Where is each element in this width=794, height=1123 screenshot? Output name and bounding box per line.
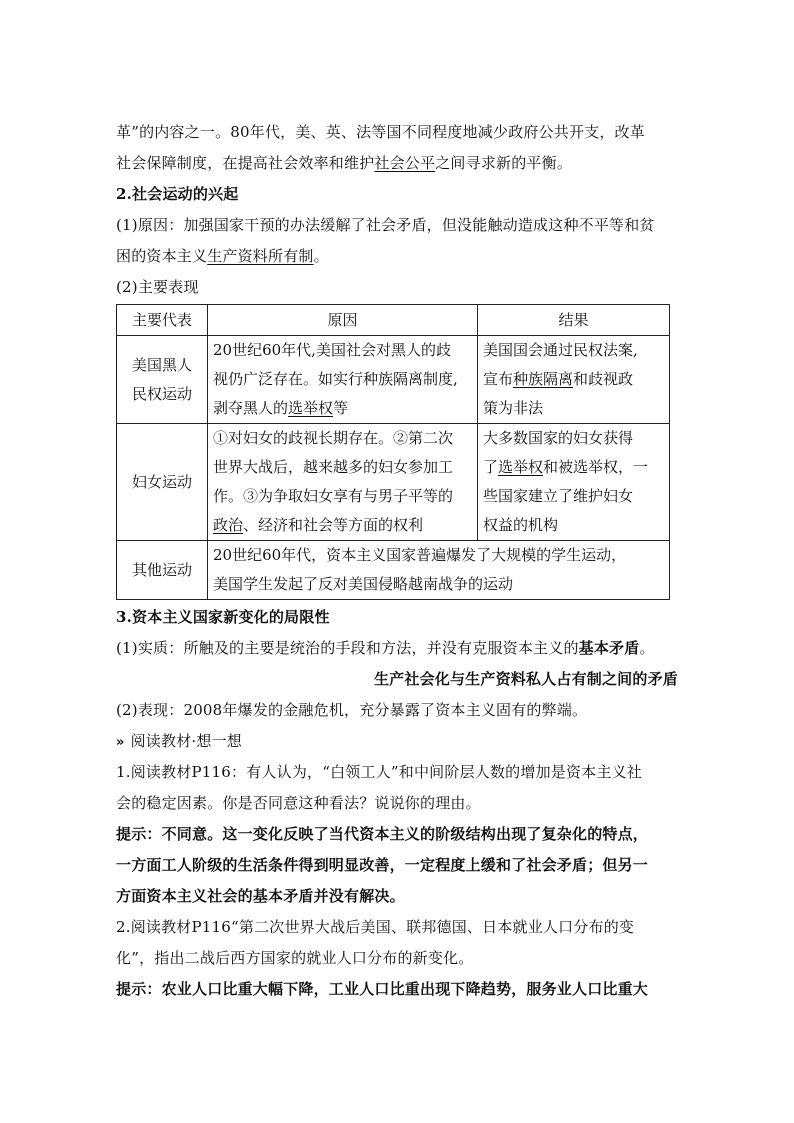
answer-line: 生产社会化与生产资料私人占有制之间的矛盾 [373, 670, 678, 688]
underlined-answer: 选举权 [288, 399, 334, 417]
cell-text: 了 [483, 458, 499, 476]
underlined-answer: 政治 [213, 516, 244, 534]
cell-text: 美国国会通过民权法案, [483, 341, 638, 359]
manifestation-line: (2)表现：2008年爆发的金融危机，充分暴露了资本主义固有的弊端。 [116, 701, 588, 719]
cell-text: 美国黑人 [131, 355, 192, 374]
hint-1-line-1: 提示：不同意。这一变化反映了当代资本主义的阶级结构出现了复杂化的特点， [116, 825, 649, 843]
row-representative: 其他运动 [117, 541, 208, 600]
reason-text: 。 [313, 247, 329, 265]
underlined-answer: 选举权 [498, 458, 544, 476]
row-merged-content [208, 541, 670, 600]
underlined-answer: 种族隔离 [513, 370, 574, 388]
header-representative: 主要代表 [117, 305, 208, 336]
table-row [117, 336, 670, 424]
question-1-line-2: 会的稳定因素。你是否同意这种看法？说说你的理由。 [116, 794, 481, 812]
cell-text: 、经济和社会等方面的权利 [243, 516, 424, 534]
reason-text: 困的资本主义 [116, 247, 208, 265]
cell-text [483, 365, 664, 394]
header-result: 结果 [478, 305, 670, 336]
question-2-line-1: 2.阅读教材P116“第二次世界大战后美国、联邦德国、日本就业人口分布的变 [116, 918, 635, 936]
section-2-title: 2.社会运动的兴起 [116, 185, 239, 203]
cell-text [213, 394, 472, 423]
cell-text: 美国学生发起了反对美国侵略越南战争的运动 [213, 575, 514, 593]
section-3-title: 3.资本主义国家新变化的局限性 [116, 608, 330, 626]
key-term: 基本矛盾 [578, 639, 640, 657]
intro-line-1: 革”的内容之一。80年代，美、英、法等国不同程度地减少政府公共开支，改革 [116, 123, 645, 141]
intro-line-2 [116, 148, 678, 179]
essence-text: (1)实质：所触及的主要是统治的手段和方法，并没有克服资本主义的 [116, 639, 579, 657]
cell-text: 权益的机构 [483, 516, 559, 534]
document-page [116, 117, 678, 1005]
row-cause [208, 424, 478, 541]
hint-1-line-3: 方面资本主义社会的基本矛盾并没有解决。 [116, 887, 405, 905]
cell-text: 等 [333, 399, 349, 417]
cell-text: 和被选举权，一 [543, 458, 649, 476]
cell-text: 20世纪60年代，资本主义国家普遍爆发了大规模的学生运动， [213, 546, 627, 564]
essence-line [116, 633, 678, 664]
question-2-line-2: 化”，指出二战后西方国家的就业人口分布的新变化。 [116, 949, 474, 967]
reason-line-1: (1)原因：加强国家干预的办法缓解了社会矛盾，但没能触动造成这种不平等和贫 [116, 216, 655, 234]
table-row [117, 541, 670, 600]
cell-text: 宣布 [483, 370, 514, 388]
cell-text [213, 511, 472, 540]
reading-heading-text: 阅读教材·想一想 [130, 732, 242, 750]
intro-text: 社会保障制度，在提高社会效率和维护 [116, 154, 375, 172]
question-1-line-1: 1.阅读教材P116：有人认为，“白领工人”和中间阶层人数的增加是资本主义社 [116, 763, 642, 781]
cell-text: 20世纪60年代,美国社会对黑人的歧 [213, 341, 451, 359]
underlined-answer: 社会公平 [374, 154, 436, 172]
row-representative [117, 336, 208, 424]
cell-text: 视仍广泛存在。如实行种族隔离制度, [213, 370, 458, 388]
reason-line-2 [116, 241, 678, 272]
table-header-row [117, 305, 670, 336]
hint-1-line-2: 一方面工人阶级的生活条件得到明显改善，一定程度上缓和了社会矛盾；但另一 [116, 856, 649, 874]
essence-text: 。 [639, 639, 655, 657]
cell-text: 世界大战后，越来越多的妇女参加工 [213, 458, 454, 476]
cell-text: 些国家建立了维护妇女 [483, 487, 634, 505]
table-row [117, 424, 670, 541]
social-movements-table [116, 304, 670, 600]
cell-text: 和歧视政 [573, 370, 634, 388]
cell-text: 民权运动 [131, 384, 192, 403]
cell-text: ①对妇女的歧视长期存在。②第二次 [213, 429, 454, 447]
cell-text: 剥夺黑人的 [213, 399, 289, 417]
main-manifestation-label: (2)主要表现 [116, 278, 199, 296]
double-chevron-icon: » [116, 735, 125, 750]
hint-2-line-1: 提示：农业人口比重大幅下降，工业人口比重出现下降趋势，服务业人口比重大 [116, 980, 649, 998]
row-result [478, 424, 670, 541]
underlined-answer: 生产资料所有制 [207, 247, 314, 265]
cell-text: 策为非法 [483, 399, 544, 417]
cell-text [483, 453, 664, 482]
header-cause: 原因 [208, 305, 478, 336]
row-cause [208, 336, 478, 424]
cell-text: 作。③为争取妇女享有与男子平等的 [213, 487, 454, 505]
reading-heading [116, 726, 678, 757]
row-result [478, 336, 670, 424]
intro-text: 之间寻求新的平衡。 [435, 154, 573, 172]
row-representative: 妇女运动 [117, 424, 208, 541]
cell-text: 大多数国家的妇女获得 [483, 429, 634, 447]
